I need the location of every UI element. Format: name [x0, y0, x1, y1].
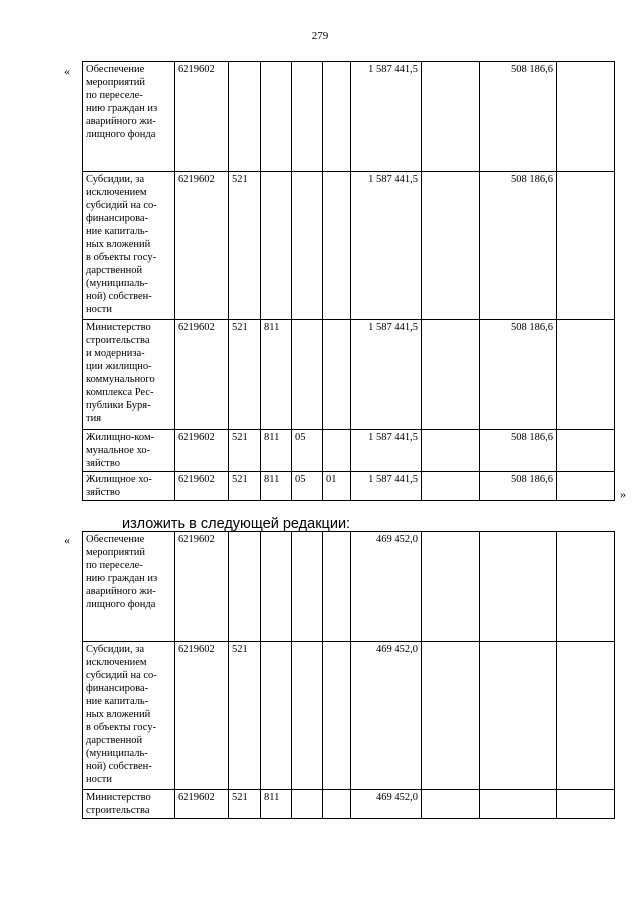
cell-col10 [557, 532, 615, 642]
cell-csr: 6219602 [175, 320, 229, 430]
cell-rz: 05 [292, 472, 323, 501]
cell-vr: 521 [229, 172, 261, 320]
cell-rz [292, 320, 323, 430]
cell-grbs: 811 [261, 430, 292, 472]
table-row [83, 320, 615, 430]
cell-col8 [422, 172, 480, 320]
cell-vr: 521 [229, 430, 261, 472]
cell-pr [323, 430, 351, 472]
cell-sum1: 1 587 441,5 [351, 320, 422, 430]
cell-col8 [422, 62, 480, 172]
cell-col10 [557, 430, 615, 472]
cell-rz [292, 172, 323, 320]
cell-rz [292, 642, 323, 790]
cell-name: Обеспечение мероприятий по переселе- нию граждан из аварийного жи- лищного фонда [83, 532, 175, 642]
cell-col10 [557, 642, 615, 790]
cell-rz: 05 [292, 430, 323, 472]
cell-vr: 521 [229, 642, 261, 790]
cell-csr: 6219602 [175, 172, 229, 320]
cell-rz [292, 62, 323, 172]
cell-sum2: 508 186,6 [480, 430, 557, 472]
cell-name: Министерство строительства и модерниза- ции жилищно- коммунального комплекса Рес- публики Буря- тия [83, 320, 175, 430]
cell-vr [229, 62, 261, 172]
cell-grbs: 811 [261, 790, 292, 819]
cell-grbs [261, 62, 292, 172]
cell-col10 [557, 790, 615, 819]
old-budget-table [82, 61, 615, 501]
cell-col8 [422, 472, 480, 501]
cell-col10 [557, 62, 615, 172]
cell-pr [323, 532, 351, 642]
cell-vr [229, 532, 261, 642]
cell-grbs: 811 [261, 472, 292, 501]
cell-name: Субсидии, за исключением субсидий на со- финансирова- ние капиталь- ных вложений в объекты госу- дарственной (муниципаль- ной) собствен- ности [83, 172, 175, 320]
cell-csr: 6219602 [175, 62, 229, 172]
close-quote-1: » [620, 487, 626, 501]
cell-csr: 6219602 [175, 472, 229, 501]
cell-vr: 521 [229, 790, 261, 819]
cell-sum2: 508 186,6 [480, 320, 557, 430]
cell-pr: 01 [323, 472, 351, 501]
cell-sum1: 469 452,0 [351, 532, 422, 642]
cell-name: Обеспечение мероприятий по переселе- нию граждан из аварийного жи- лищного фонда [83, 62, 175, 172]
cell-csr: 6219602 [175, 790, 229, 819]
cell-pr [323, 172, 351, 320]
cell-col10 [557, 320, 615, 430]
cell-rz [292, 532, 323, 642]
cell-grbs [261, 172, 292, 320]
cell-name: Жилищное хо- зяйство [83, 472, 175, 501]
cell-sum2: 508 186,6 [480, 472, 557, 501]
cell-col8 [422, 642, 480, 790]
cell-vr: 521 [229, 472, 261, 501]
cell-sum1: 1 587 441,5 [351, 472, 422, 501]
cell-sum2: 508 186,6 [480, 62, 557, 172]
section-heading: изложить в следующей редакции: [122, 516, 351, 532]
table-row [83, 790, 615, 819]
cell-sum1: 1 587 441,5 [351, 62, 422, 172]
cell-grbs: 811 [261, 320, 292, 430]
table-row [83, 62, 615, 172]
cell-grbs [261, 532, 292, 642]
cell-vr: 521 [229, 320, 261, 430]
page-number: 279 [311, 30, 329, 42]
cell-col8 [422, 430, 480, 472]
cell-sum2 [480, 642, 557, 790]
cell-col10 [557, 172, 615, 320]
cell-pr [323, 790, 351, 819]
table-row [83, 532, 615, 642]
cell-name: Жилищно-ком- мунальное хо- зяйство [83, 430, 175, 472]
cell-pr [323, 642, 351, 790]
cell-sum1: 469 452,0 [351, 790, 422, 819]
cell-col8 [422, 532, 480, 642]
cell-grbs [261, 642, 292, 790]
open-quote-2: « [64, 533, 70, 547]
cell-pr [323, 62, 351, 172]
cell-sum1: 469 452,0 [351, 642, 422, 790]
cell-csr: 6219602 [175, 430, 229, 472]
new-budget-table [82, 531, 615, 819]
cell-sum2: 508 186,6 [480, 172, 557, 320]
cell-col10 [557, 472, 615, 501]
cell-name: Субсидии, за исключением субсидий на со- финансирова- ние капиталь- ных вложений в объекты госу- дарственной (муниципаль- ной) собствен- ности [83, 642, 175, 790]
cell-sum2 [480, 532, 557, 642]
table-row [83, 472, 615, 501]
cell-sum1: 1 587 441,5 [351, 172, 422, 320]
cell-sum1: 1 587 441,5 [351, 430, 422, 472]
cell-pr [323, 320, 351, 430]
cell-rz [292, 790, 323, 819]
table-row [83, 430, 615, 472]
table-row [83, 642, 615, 790]
cell-col8 [422, 790, 480, 819]
open-quote-1: « [64, 64, 70, 78]
table-row [83, 172, 615, 320]
cell-col8 [422, 320, 480, 430]
cell-csr: 6219602 [175, 642, 229, 790]
cell-csr: 6219602 [175, 532, 229, 642]
cell-sum2 [480, 790, 557, 819]
cell-name: Министерство строительства [83, 790, 175, 819]
